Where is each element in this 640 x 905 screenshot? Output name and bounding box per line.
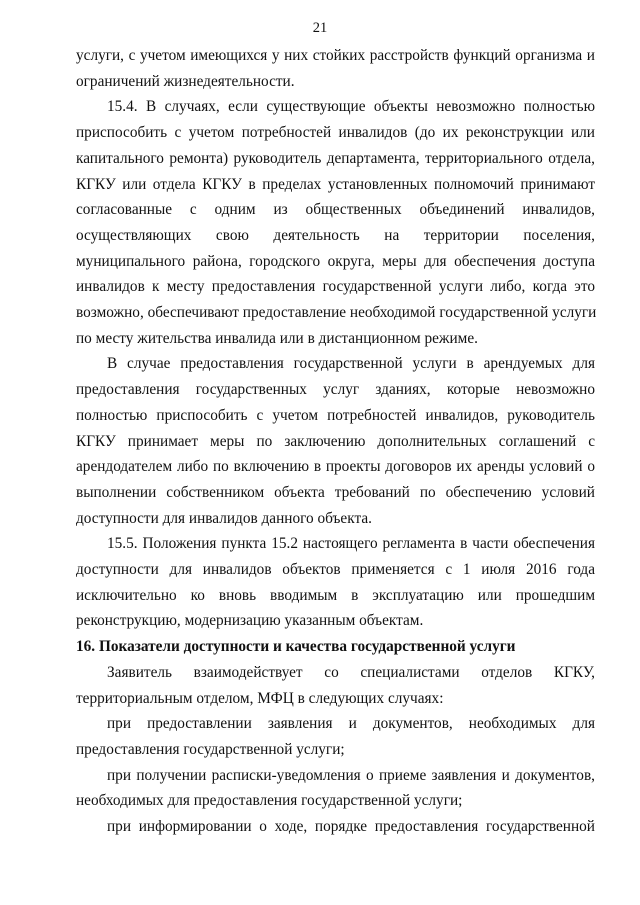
text-line: предоставления государственной услуги;	[76, 740, 345, 758]
text-line: КГКУ принимает меры по заключению дополнительных соглашений с	[76, 432, 595, 450]
paragraph	[76, 660, 595, 711]
section-heading	[76, 634, 595, 660]
paragraph	[76, 43, 595, 94]
text-line: инвалидов к месту предоставления государственной услуги либо, когда это	[76, 278, 595, 296]
text-line: В случае предоставления государственной услуги в арендуемых для	[107, 355, 595, 373]
text-line: полностью приспособить с учетом потребностей инвалидов, руководитель	[76, 406, 595, 424]
paragraph	[76, 763, 595, 814]
text-line: Заявитель взаимодействует со специалистами отделов КГКУ,	[107, 663, 595, 681]
text-line: услуги, с учетом имеющихся у них стойких расстройств функций организма и	[76, 47, 595, 64]
text-line: при информировании о ходе, порядке предоставления государственной	[107, 818, 595, 836]
text-line: 16. Показатели доступности и качества государственной услуги	[76, 638, 516, 656]
text-line: согласованные с одним из общественных объединений инвалидов,	[76, 201, 595, 219]
text-line: ограничений жизнедеятельности.	[76, 72, 295, 90]
text-line: необходимых для предоставления государственной услуги;	[76, 792, 463, 810]
text-line: арендодателем либо по включению в проекты договоров их аренды условий о	[76, 458, 595, 476]
text-line: капитального ремонта) руководитель департамента, территориального отдела,	[76, 149, 595, 167]
text-line: 15.4. В случаях, если существующие объекты невозможно полностью	[107, 98, 595, 116]
text-line: при предоставлении заявления и документов, необходимых для	[107, 715, 595, 733]
text-line: выполнении собственником объекта требований по обеспечению условий	[76, 483, 595, 501]
text-line: по месту жительства инвалида или в дистанционном режиме.	[76, 329, 478, 347]
text-line: территориальным отделом, МФЦ в следующих случаях:	[76, 689, 444, 707]
text-line: КГКУ или отдела КГКУ в пределах установленных полномочий принимают	[76, 175, 595, 193]
text-line: доступности для инвалидов данного объекта.	[76, 509, 372, 527]
paragraph	[76, 711, 595, 762]
text-line: 15.5. Положения пункта 15.2 настоящего регламента в части обеспечения	[107, 535, 595, 553]
text-line: приспособить с учетом потребностей инвалидов (до их реконструкции или	[76, 124, 595, 142]
paragraph	[76, 531, 595, 634]
text-line: доступности для инвалидов объектов применяется с 1 июля 2016 года	[76, 561, 595, 579]
page-number: 21	[312, 20, 328, 36]
text-line: реконструкцию, модернизацию указанным объектам.	[76, 612, 424, 630]
paragraph	[76, 351, 595, 531]
text-line: при получении расписки-уведомления о приеме заявления и документов,	[107, 766, 595, 784]
text-line: муниципального района, городского округа, меры для обеспечения доступа	[76, 252, 595, 270]
document-body	[76, 43, 595, 840]
text-line: возможно, обеспечивают предоставление необходимой государственной услуги	[76, 304, 597, 322]
text-line: осуществляющих свою деятельность на территории поселения,	[76, 226, 595, 244]
text-line: предоставления государственных услуг зданиях, которые невозможно	[76, 381, 595, 399]
paragraph	[76, 94, 595, 351]
text-line: исключительно ко вновь вводимым в эксплуатацию или прошедшим	[76, 586, 595, 604]
paragraph	[76, 814, 595, 840]
